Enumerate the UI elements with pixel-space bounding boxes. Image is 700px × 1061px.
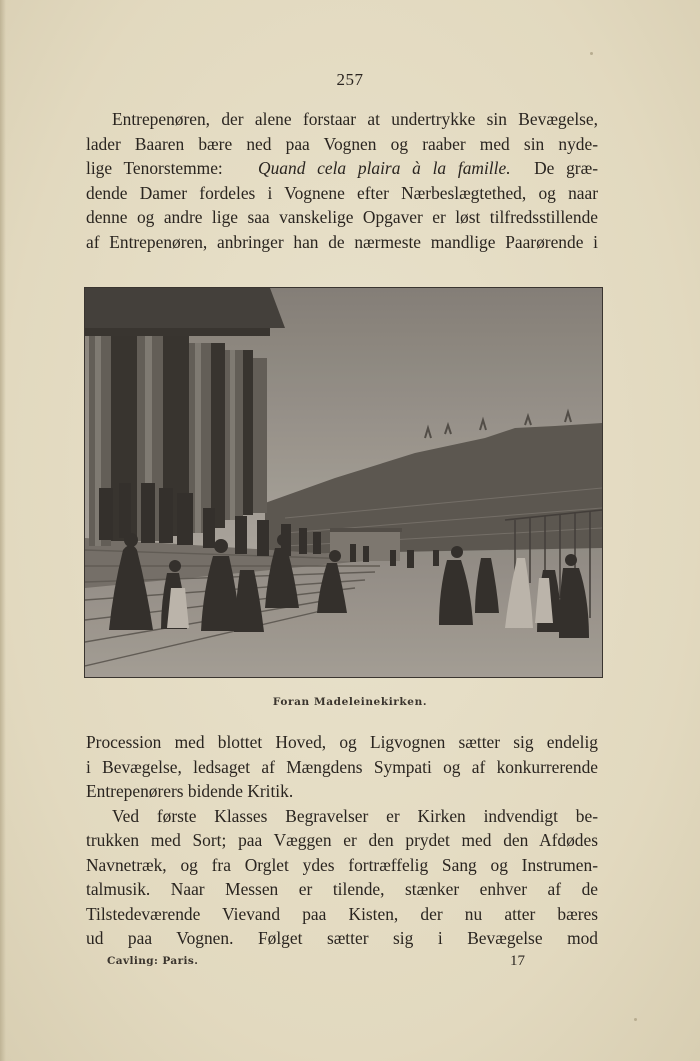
text-line: denne og andre lige saa vanskelige Opgaver er løst tilfredsstillende (86, 207, 598, 227)
text-segment: lige Tenorstemme: (86, 158, 223, 178)
paper-speck (634, 1018, 637, 1021)
text-line: talmusik. Naar Messen er tilende, stænker enhver af de (86, 879, 598, 899)
french-quote: Quand cela plaira à la famille. (258, 158, 511, 178)
text-line: Entrepenøren, der alene forstaar at undertrykke sin Bevægelse, (112, 109, 598, 129)
text-segment: De græ- (534, 158, 598, 178)
text-line: lader Baaren bære ned paa Vognen og raaber med sin nyde- (86, 133, 598, 154)
text-line: Entrepenørers bidende Kritik. (86, 781, 294, 801)
paper-speck (590, 52, 593, 55)
top-paragraph (86, 107, 598, 254)
text-line: Navnetræk, og fra Orglet ydes fortræffelig Sang og Instrumen- (86, 854, 598, 875)
photo-illustration (85, 288, 602, 677)
text-line: af Entrepenøren, anbringer han de nærmeste mandlige Paarørende i (86, 231, 598, 252)
text-line: Ved første Klasses Begravelser er Kirken indvendigt be- (112, 805, 598, 826)
text-line: trukken med Sort; paa Væggen er den prydet med den Afdødes (86, 830, 598, 850)
page-number: 257 (336, 70, 364, 89)
text-line: dende Damer fordeles i Vognene efter Nærbeslægtethed, og naar (86, 182, 598, 203)
figure-caption: Foran Madeleinekirken. (272, 696, 428, 708)
page-edge-shadow (0, 0, 6, 1061)
photograph-madeleine (84, 287, 603, 678)
text-line: i Bevægelse, ledsaget af Mængdens Sympati og af konkurrerende (86, 756, 598, 777)
text-line: Tilstedeværende Vievand paa Kisten, der nu atter bæres (86, 903, 598, 924)
text-line: ud paa Vognen. Følget sætter sig i Bevægelse mod (86, 928, 598, 948)
footer-signature: Cavling: Paris. (107, 955, 199, 967)
bottom-paragraph (86, 730, 598, 951)
text-line-mixed (86, 156, 598, 181)
signature-number: 17 (510, 953, 525, 969)
text-line: Procession med blottet Hoved, og Ligvognen sætter sig endelig (86, 732, 598, 752)
